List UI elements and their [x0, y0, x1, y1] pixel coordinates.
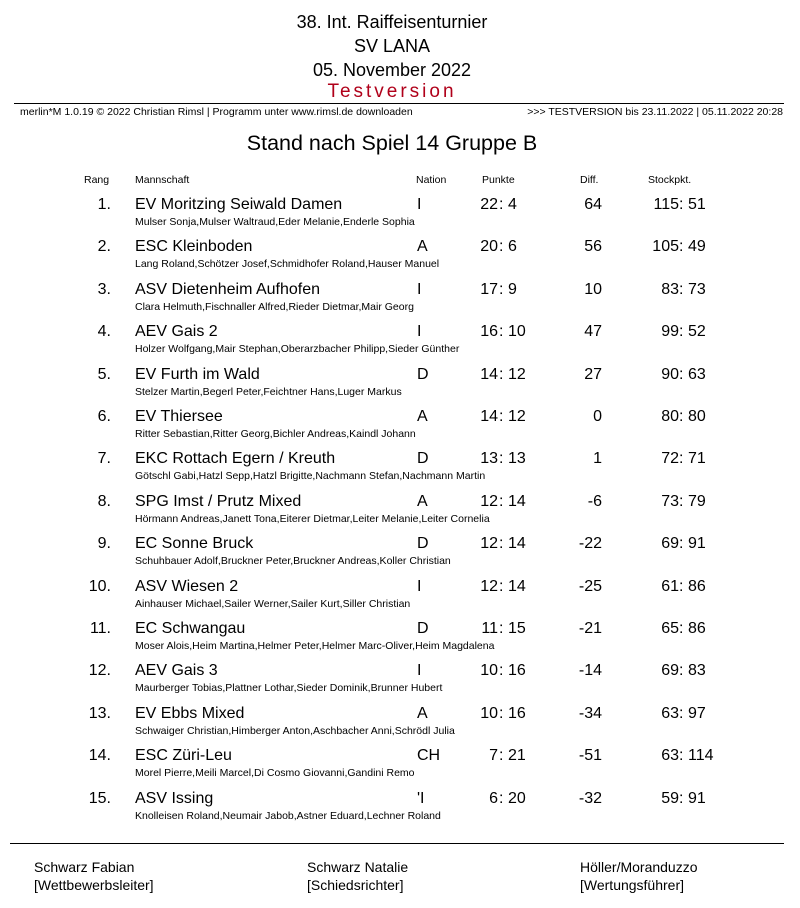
rank-cell: 15.	[88, 789, 111, 807]
signature-name: Schwarz Fabian	[34, 859, 135, 875]
team-name: EV Moritzing Seiwald Damen	[135, 196, 343, 213]
rank-cell: 3.	[97, 280, 111, 298]
stock-separator: :	[679, 662, 684, 680]
diff-cell: -34	[578, 704, 602, 722]
points-lost: 12	[508, 365, 526, 383]
stock-points-won: 69	[661, 662, 679, 680]
rank-cell: 8.	[97, 492, 111, 510]
nation-cell: A	[417, 492, 428, 510]
nation-cell: I	[417, 196, 422, 213]
stock-points-lost: 51	[688, 196, 706, 213]
stock-points-lost: 80	[688, 408, 706, 425]
table-row	[0, 747, 800, 789]
team-name: ASV Issing	[135, 789, 214, 807]
diff-cell: -14	[578, 662, 602, 680]
table-row	[0, 620, 800, 662]
table-row	[0, 366, 800, 408]
points-separator: :	[499, 492, 504, 510]
signature-referee	[307, 858, 408, 894]
col-header-rang: Rang	[84, 174, 110, 186]
signature-role: [Wettbewerbsleiter]	[34, 877, 154, 893]
signature-role: [Wertungsführer]	[580, 877, 685, 893]
stock-separator: :	[679, 492, 684, 510]
table-row	[0, 281, 800, 323]
stock-points-lost: 114	[688, 747, 714, 765]
team-players: Hörmann Andreas,Janett Tona,Eiterer Dietmar,Leiter Melanie,Leiter Cornelia	[135, 512, 490, 525]
stock-points-lost: 79	[688, 492, 706, 510]
signature-competition-leader	[34, 858, 154, 894]
nation-cell: I	[417, 577, 422, 595]
team-name: AEV Gais 2	[135, 323, 218, 341]
table-row	[0, 493, 800, 535]
stock-points-lost: 91	[688, 789, 706, 807]
col-header-nation: Nation	[416, 174, 447, 186]
nation-cell: A	[417, 704, 428, 722]
points-won: 17	[480, 280, 498, 298]
stock-points-won: 63	[661, 704, 679, 722]
points-won: 10	[480, 704, 498, 722]
team-name: ASV Wiesen 2	[135, 577, 239, 595]
stock-separator: :	[679, 280, 684, 298]
stock-points-won: 73	[661, 492, 679, 510]
points-lost: 20	[508, 789, 526, 807]
nation-cell: A	[417, 238, 428, 256]
signature-name: Höller/Moranduzzo	[580, 859, 698, 875]
team-name: ESC Kleinboden	[135, 238, 253, 256]
points-won: 12	[480, 535, 498, 553]
points-separator: :	[499, 408, 504, 425]
software-credit: merlin*M 1.0.19 © 2022 Christian Rimsl | Programm unter www.rimsl.de downloaden	[20, 106, 413, 118]
points-won: 12	[480, 492, 498, 510]
table-row	[0, 790, 800, 832]
nation-cell: 'I	[417, 789, 425, 807]
table-row	[0, 323, 800, 365]
points-won: 10	[480, 662, 498, 680]
nation-cell: D	[417, 535, 429, 553]
stock-points-lost: 86	[688, 620, 706, 637]
nation-cell: D	[417, 365, 429, 383]
stock-points-won: 69	[661, 535, 679, 553]
table-row	[0, 238, 800, 280]
table-row	[0, 450, 800, 492]
table-row	[0, 578, 800, 620]
points-won: 11	[481, 620, 498, 637]
diff-cell: -25	[578, 577, 602, 595]
rank-cell: 7.	[97, 450, 111, 468]
team-name: EV Ebbs Mixed	[135, 704, 245, 722]
points-lost: 13	[508, 450, 526, 468]
stock-separator: :	[679, 365, 684, 383]
rank-cell: 6.	[97, 408, 111, 425]
team-players: Clara Helmuth,Fischnaller Alfred,Rieder Dietmar,Mair Georg	[135, 300, 414, 313]
team-name: ASV Dietenheim Aufhofen	[135, 280, 321, 298]
rank-cell: 9.	[97, 535, 111, 553]
col-header-mannschaft: Mannschaft	[135, 174, 190, 186]
stock-points-won: 63	[661, 747, 679, 765]
diff-cell: -51	[578, 747, 602, 765]
team-players: Morel Pierre,Meili Marcel,Di Cosmo Giovanni,Gandini Remo	[135, 767, 415, 780]
stock-points-won: 72	[661, 450, 679, 468]
rank-cell: 2.	[97, 238, 111, 256]
stock-points-lost: 97	[688, 704, 706, 722]
points-separator: :	[499, 238, 504, 256]
points-won: 14	[480, 408, 498, 425]
rank-cell: 11.	[89, 620, 111, 637]
stock-points-won: 99	[661, 323, 679, 341]
points-lost: 16	[508, 704, 526, 722]
points-lost: 6	[508, 238, 517, 256]
points-separator: :	[499, 365, 504, 383]
points-lost: 4	[508, 196, 517, 213]
rank-cell: 4.	[97, 323, 111, 341]
table-row	[0, 408, 800, 450]
points-won: 12	[480, 577, 498, 595]
diff-cell: 56	[584, 238, 602, 256]
team-players: Schwaiger Christian,Himberger Anton,Aschbacher Anni,Schrödl Julia	[135, 724, 455, 737]
points-lost: 14	[508, 577, 526, 595]
points-won: 7	[489, 747, 498, 765]
team-players: Schuhbauer Adolf,Bruckner Peter,Bruckner Andreas,Koller Christian	[135, 555, 451, 568]
nation-cell: I	[417, 323, 422, 341]
points-lost: 16	[508, 662, 526, 680]
points-separator: :	[499, 704, 504, 722]
header-divider	[14, 103, 784, 104]
diff-cell: -22	[578, 535, 602, 553]
stock-points-lost: 49	[688, 238, 706, 256]
team-players: Lang Roland,Schötzer Josef,Schmidhofer Roland,Hauser Manuel	[135, 258, 440, 271]
stock-points-lost: 52	[688, 323, 706, 341]
team-name: EV Thiersee	[135, 408, 223, 425]
stock-points-lost: 73	[688, 280, 706, 298]
points-separator: :	[499, 280, 504, 298]
stock-points-won: 80	[661, 408, 679, 425]
nation-cell: I	[417, 662, 422, 680]
points-lost: 10	[508, 323, 526, 341]
tournament-title: 38. Int. Raiffeisenturnier	[296, 12, 488, 32]
nation-cell: D	[417, 620, 429, 637]
points-separator: :	[499, 323, 504, 341]
points-lost: 21	[508, 747, 526, 765]
points-won: 14	[480, 365, 498, 383]
points-separator: :	[499, 789, 504, 807]
points-won: 20	[480, 238, 498, 256]
points-won: 16	[480, 323, 498, 341]
team-name: EC Sonne Bruck	[135, 535, 254, 553]
test-version-info: >>> TESTVERSION bis 23.11.2022 | 05.11.2022 20:28	[527, 106, 783, 118]
stock-points-won: 83	[661, 280, 679, 298]
team-players: Ritter Sebastian,Ritter Georg,Bichler Andreas,Kaindl Johann	[135, 428, 416, 440]
rank-cell: 5.	[97, 365, 111, 383]
stock-separator: :	[679, 408, 684, 425]
stock-points-lost: 71	[688, 450, 706, 468]
team-players: Götschl Gabi,Hatzl Sepp,Hatzl Brigitte,Nachmann Stefan,Nachmann Martin	[135, 470, 486, 483]
table-row	[0, 196, 800, 238]
event-date: 05. November 2022	[312, 60, 472, 80]
table-row	[0, 662, 800, 704]
stock-points-lost: 63	[688, 365, 706, 383]
stock-points-won: 115	[653, 196, 679, 213]
points-won: 6	[489, 789, 498, 807]
points-separator: :	[499, 450, 504, 468]
team-players: Maurberger Tobias,Plattner Lothar,Sieder Dominik,Brunner Hubert	[135, 682, 443, 695]
team-name: EKC Rottach Egern / Kreuth	[135, 450, 336, 468]
diff-cell: 47	[584, 323, 602, 341]
signature-role: [Schiedsrichter]	[307, 877, 404, 893]
team-players: Mulser Sonja,Mulser Waltraud,Eder Melanie,Enderle Sophia	[135, 216, 415, 228]
points-won: 22	[480, 196, 498, 213]
rank-cell: 13.	[88, 704, 111, 722]
table-row	[0, 705, 800, 747]
stock-separator: :	[679, 323, 684, 341]
footer-divider	[10, 843, 784, 844]
points-separator: :	[499, 662, 504, 680]
signature-scorekeeper	[580, 858, 698, 894]
diff-cell: -32	[578, 789, 602, 807]
club-name: SV LANA	[353, 36, 431, 56]
stock-points-lost: 91	[688, 535, 706, 553]
diff-cell: -6	[587, 492, 602, 510]
diff-cell: 27	[584, 365, 602, 383]
stock-separator: :	[679, 620, 684, 637]
rank-cell: 10.	[88, 577, 111, 595]
team-players: Stelzer Martin,Begerl Peter,Feichtner Hans,Luger Markus	[135, 385, 402, 398]
stock-separator: :	[679, 747, 684, 765]
points-separator: :	[499, 196, 504, 213]
nation-cell: I	[417, 280, 422, 298]
team-players: Holzer Wolfgang,Mair Stephan,Oberarzbacher Philipp,Sieder Günther	[135, 343, 460, 356]
points-lost: 9	[508, 280, 517, 298]
stock-points-won: 61	[661, 577, 679, 595]
team-name: EV Furth im Wald	[135, 365, 260, 383]
team-name: SPG Imst / Prutz Mixed	[135, 492, 302, 510]
points-separator: :	[499, 535, 504, 553]
rank-cell: 14.	[88, 747, 111, 765]
diff-cell: 64	[584, 196, 602, 213]
stock-points-won: 59	[661, 789, 679, 807]
team-name: EC Schwangau	[135, 620, 246, 637]
points-lost: 14	[508, 535, 526, 553]
nation-cell: CH	[417, 747, 441, 765]
team-players: Moser Alois,Heim Martina,Helmer Peter,Helmer Marc-Oliver,Heim Magdalena	[135, 640, 495, 652]
diff-cell: 10	[584, 280, 602, 298]
points-won: 13	[480, 450, 498, 468]
col-header-punkte: Punkte	[482, 174, 515, 186]
points-lost: 15	[508, 620, 526, 637]
stock-separator: :	[679, 238, 684, 256]
stock-points-lost: 83	[688, 662, 706, 680]
diff-cell: 1	[593, 450, 602, 468]
stock-separator: :	[679, 196, 684, 213]
stock-points-won: 90	[661, 365, 679, 383]
stock-points-lost: 86	[688, 577, 706, 595]
points-separator: :	[499, 577, 504, 595]
table-row	[0, 535, 800, 577]
diff-cell: -21	[578, 620, 602, 637]
points-lost: 12	[508, 408, 526, 425]
stock-separator: :	[679, 450, 684, 468]
team-players: Ainhauser Michael,Sailer Werner,Sailer Kurt,Siller Christian	[135, 597, 411, 610]
nation-cell: D	[417, 450, 429, 468]
team-name: AEV Gais 3	[135, 662, 218, 680]
col-header-diff: Diff.	[580, 174, 599, 186]
points-lost: 14	[508, 492, 526, 510]
points-separator: :	[499, 747, 504, 765]
rank-cell: 1.	[97, 196, 111, 213]
standings-title: Stand nach Spiel 14 Gruppe B	[246, 131, 538, 155]
signature-name: Schwarz Natalie	[307, 859, 409, 875]
stock-points-won: 65	[661, 620, 679, 637]
col-header-stockpkt: Stockpkt.	[648, 174, 692, 186]
nation-cell: A	[417, 408, 428, 425]
test-version-label: Testversion	[327, 81, 457, 102]
rank-cell: 12.	[88, 662, 111, 680]
stock-separator: :	[679, 535, 684, 553]
team-players: Knolleisen Roland,Neumair Jabob,Astner Eduard,Lechner Roland	[135, 809, 441, 822]
diff-cell: 0	[593, 408, 602, 425]
stock-separator: :	[679, 577, 684, 595]
stock-points-won: 105	[652, 238, 679, 256]
stock-separator: :	[679, 789, 684, 807]
stock-separator: :	[679, 704, 684, 722]
points-separator: :	[499, 620, 504, 637]
team-name: ESC Züri-Leu	[135, 747, 232, 765]
